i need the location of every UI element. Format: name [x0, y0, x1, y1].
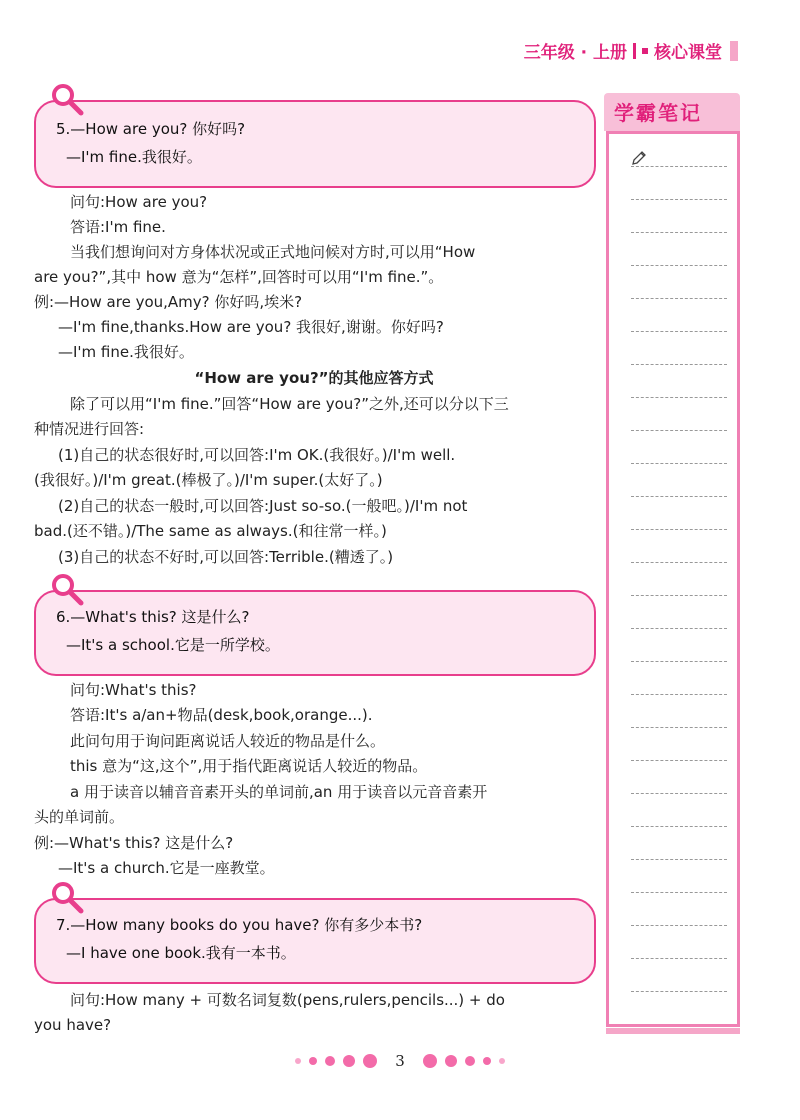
footer-dot: [325, 1056, 335, 1066]
grade-label: 三年级 · 上册: [523, 43, 627, 63]
magnifier-icon: [50, 82, 86, 118]
footer-dot: [499, 1058, 505, 1064]
header-separator: [633, 43, 636, 59]
box-question: 5.—How are you? 你好吗?: [56, 120, 246, 138]
note-line: [631, 958, 727, 959]
footer-dot: [483, 1057, 491, 1065]
note-line: [631, 826, 727, 827]
note-line: [631, 496, 727, 497]
text-line: 此问句用于询问距离说话人较近的物品是什么。: [70, 732, 386, 750]
key-sentence-box-5: [34, 100, 596, 188]
text-line: 答语:I'm fine.: [70, 218, 166, 236]
text-line: are you?”,其中 how 意为“怎样”,回答时可以用“I'm fine.”。: [34, 268, 444, 286]
note-line: [631, 892, 727, 893]
box-question: 7.—How many books do you have? 你有多少本书?: [56, 916, 423, 934]
notes-title: 学霸笔记: [614, 101, 702, 125]
text-line: 种情况进行回答:: [34, 420, 145, 438]
note-line: [631, 595, 727, 596]
footer-dot: [363, 1054, 377, 1068]
text-line: 除了可以用“I'm fine.”回答“How are you?”之外,还可以分以下三: [70, 395, 509, 413]
magnifier-icon: [50, 572, 86, 608]
page-number: 3: [395, 1052, 405, 1070]
footer-dot: [423, 1054, 437, 1068]
notes-sidebar: [604, 93, 740, 1025]
text-line: 例:—How are you,Amy? 你好吗,埃米?: [34, 293, 303, 311]
footer-dot: [445, 1055, 457, 1067]
footer-dot: [343, 1055, 355, 1067]
text-line: (我很好。)/I'm great.(棒极了。)/I'm super.(太好了。): [34, 471, 383, 489]
note-line: [631, 364, 727, 365]
text-line: a 用于读音以辅音音素开头的单词前,an 用于读音以元音音素开: [70, 783, 488, 801]
text-line: 当我们想询问对方身体状况或正式地问候对方时,可以用“How: [70, 243, 476, 261]
subsection-heading: “How are you?”的其他应答方式: [194, 369, 434, 387]
text-line: 答语:It's a/an+物品(desk,book,orange...).: [70, 706, 373, 724]
page-footer: [0, 1052, 800, 1070]
text-line: —I'm fine.我很好。: [58, 343, 194, 361]
header-bar: [730, 41, 738, 61]
text-line: (1)自己的状态很好时,可以回答:I'm OK.(我很好。)/I'm well.: [58, 446, 456, 464]
note-line: [631, 925, 727, 926]
note-line: [631, 397, 727, 398]
notes-title-bar: [604, 93, 740, 131]
pencil-icon: [631, 150, 647, 166]
magnifier-icon: [50, 880, 86, 916]
note-line: [631, 628, 727, 629]
key-sentence-box-6: [34, 590, 596, 676]
text-line: 头的单词前。: [34, 808, 125, 826]
text-line: —I'm fine,thanks.How are you? 我很好,谢谢。你好吗?: [58, 318, 444, 336]
box-answer: —It's a school.它是一所学校。: [66, 636, 280, 654]
page-header: [524, 38, 738, 63]
note-line: [631, 694, 727, 695]
text-line: —It's a church.它是一座教堂。: [58, 859, 275, 877]
note-line: [631, 661, 727, 662]
text-line: you have?: [34, 1016, 112, 1034]
text-line: (3)自己的状态不好时,可以回答:Terrible.(糟透了。): [58, 548, 394, 566]
box-answer: —I have one book.我有一本书。: [66, 944, 296, 962]
note-line: [631, 463, 727, 464]
note-line: [631, 430, 727, 431]
text-line: this 意为“这,这个”,用于指代距离说话人较近的物品。: [70, 757, 428, 775]
note-line: [631, 562, 727, 563]
header-title: 核心课堂: [654, 43, 722, 63]
footer-dot: [309, 1057, 317, 1065]
note-line: [631, 199, 727, 200]
text-line: bad.(还不错。)/The same as always.(和往常一样。): [34, 522, 387, 540]
text-line: 例:—What's this? 这是什么?: [34, 834, 234, 852]
note-line: [631, 727, 727, 728]
text-line: 问句:How many + 可数名词复数(pens,rulers,pencils...) + do: [70, 991, 505, 1009]
note-line: [631, 529, 727, 530]
text-line: 问句:How are you?: [70, 193, 208, 211]
note-line: [631, 760, 727, 761]
note-line: [631, 331, 727, 332]
note-line: [631, 265, 727, 266]
key-sentence-box-7: [34, 898, 596, 984]
header-dot: [642, 48, 648, 54]
notes-lined-area: [606, 131, 740, 1027]
box-answer: —I'm fine.我很好。: [66, 148, 202, 166]
text-line: 问句:What's this?: [70, 681, 197, 699]
note-line: [631, 298, 727, 299]
footer-dot: [295, 1058, 301, 1064]
text-line: (2)自己的状态一般时,可以回答:Just so-so.(一般吧。)/I'm not: [58, 497, 468, 515]
note-line: [631, 166, 727, 167]
footer-dot: [465, 1056, 475, 1066]
note-line: [631, 991, 727, 992]
note-line: [631, 232, 727, 233]
note-line: [631, 859, 727, 860]
box-question: 6.—What's this? 这是什么?: [56, 608, 250, 626]
note-line: [631, 793, 727, 794]
